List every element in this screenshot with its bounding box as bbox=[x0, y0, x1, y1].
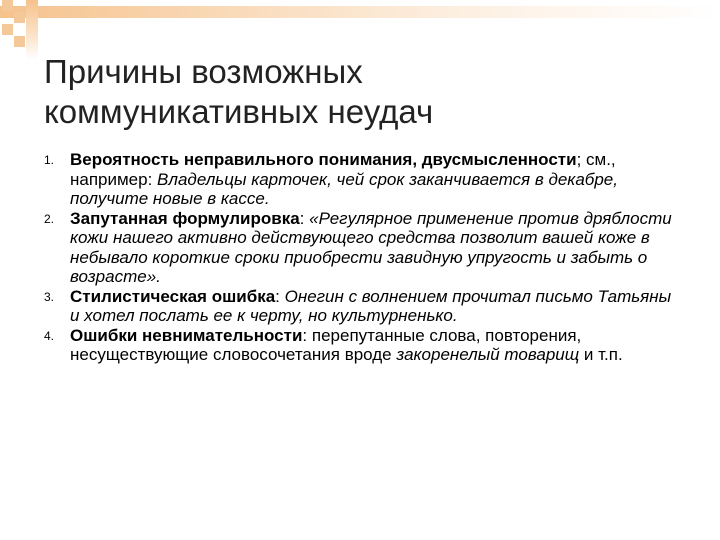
list-item bbox=[44, 326, 684, 365]
item-example: закоренелый товарищ bbox=[396, 345, 580, 364]
item-example: Владельцы карточек, чей срок заканчивается в декабре, получите новые в кассе. bbox=[70, 169, 618, 208]
item-tail: и т.п. bbox=[579, 345, 623, 364]
item-text: ; см., например: bbox=[70, 150, 616, 189]
item-example: Онегин с волнением прочитал письмо Татьяны и хотел послать ее к черту, но культурненько. bbox=[70, 286, 672, 325]
item-number: 4. bbox=[44, 328, 55, 343]
item-example: «Регулярное применение против дряблости кожи нашего активно действующего средства позволит вашей коже в небывало короткие сроки приобрести завидную упругость и забыть о возрасте». bbox=[70, 208, 672, 286]
list-item bbox=[44, 209, 684, 287]
decorative-square bbox=[14, 36, 25, 47]
item-number: 2. bbox=[44, 211, 55, 226]
slide-title: Причины возможных коммуникативных неудач bbox=[44, 53, 434, 130]
decorative-square bbox=[2, 24, 13, 35]
item-heading: Ошибки невнимательности bbox=[70, 325, 303, 345]
item-heading: Вероятность неправильного понимания, двусмысленности bbox=[70, 150, 577, 169]
decorative-vertical-band bbox=[26, 0, 38, 60]
item-number: 1. bbox=[44, 153, 55, 167]
decorative-square bbox=[14, 12, 25, 23]
item-text: : bbox=[299, 208, 310, 228]
decorative-square bbox=[2, 0, 13, 11]
decorative-horizontal-band bbox=[0, 6, 720, 18]
item-text: : перепутанные слова, повторения, несуществующие словосочетания вроде bbox=[70, 325, 582, 364]
item-heading: Запутанная формулировка bbox=[70, 208, 300, 228]
list-item bbox=[44, 150, 684, 209]
reasons-list bbox=[44, 150, 684, 365]
item-heading: Стилистическая ошибка bbox=[70, 286, 276, 306]
decorative-header bbox=[0, 0, 720, 60]
item-text: : bbox=[275, 286, 285, 306]
list-item bbox=[44, 287, 684, 326]
item-number: 3. bbox=[44, 289, 55, 304]
